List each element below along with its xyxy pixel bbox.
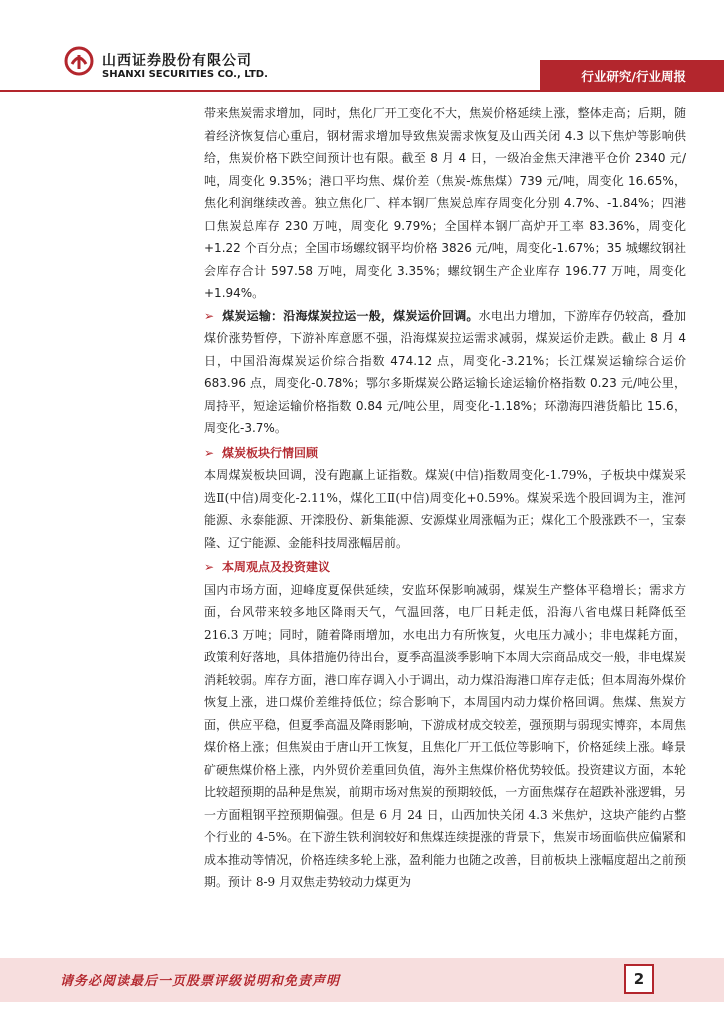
transport-paragraph — [204, 305, 686, 440]
company-name-cn: 山西证券股份有限公司 — [102, 53, 252, 69]
view-paragraph: 国内市场方面，迎峰度夏保供延续，安监环保影响减弱，煤炭生产整体平稳增长；需求方面，台风带来较多地区降雨天气，气温回落，电厂日耗走低，沿海八省电煤日耗降低至 216.3 万吨；同时，随着降雨增加，水电出力有所恢复，火电压力减小；非电煤耗方面，政策利好落地，具体措施仍待出台，夏季高温淡季影响下本周大宗商品成交一般，非电煤炭消耗较弱。库存方面，港口库存调入小于调出，动力煤沿海港口库存走低；但本周海外煤价恢复上涨，进口煤价差维持低位；综合影响下，本周国内动力煤价格回调。焦煤、焦炭方面，供应平稳，但夏季高温及降雨影响，下游成材成交较差，强预期与弱现实博弈，本周焦煤价格上涨；但焦炭由于唐山开工恢复，且焦化厂开工低位等影响下，价格延续上涨。峰景矿硬焦煤价格上涨，内外贸价差重回负值，海外主焦煤价格优势较低。投资建议方面，本轮比较超预期的品种是焦炭，前期市场对焦炭的预期较低，一方面焦煤存在超跌补涨逻辑，另一方面粗钢平控预期偏强。但是 6 月 24 日，山西加快关闭 4.3 米焦炉，这块产能约占整个行业的 4-5%。在下游生铁利润较好和焦煤连续提涨的背景下，焦炭市场面临供应偏紧和成本推动等情况，价格连续多轮上涨，盈利能力也随之改善，目前板块上涨幅度超出之前预期。预计 8-9 月双焦走势较动力煤更为 — [204, 582, 686, 889]
transport-text: 水电出力增加，下游库存仍较高，叠加煤价涨势暂停，下游补库意愿不强，沿海煤炭拉运需求减弱，煤炭运价走跌。截止 8 月 4 日，中国沿海煤炭运价综合指数 474.12 点，周变化-3.21%；长江煤炭运输综合运价 683.96 点，周变化-0.78%；鄂尔多斯煤炭公路运输长途运输价格指数 0.23 元/吨公里，周持平，短途运输价格指数 0.84 元/吨公里，周变化-1.18%；环渤海四港货船比 15.6，周变化-3.7%。 — [204, 308, 686, 435]
company-name-en: SHANXI SECURITIES CO., LTD. — [102, 69, 268, 80]
bullet-icon: ➢ — [204, 308, 215, 323]
view-heading — [204, 556, 686, 579]
footer-bar — [0, 958, 724, 1002]
category-label: 行业研究/行业周报 — [581, 69, 686, 84]
sector-heading-text: 煤炭板块行情回顾 — [222, 445, 319, 460]
category-banner — [540, 60, 724, 90]
sector-heading — [204, 442, 686, 465]
page-number: 2 — [624, 964, 654, 994]
report-body — [204, 102, 686, 894]
transport-heading: 煤炭运输：沿海煤炭拉运一般，煤炭运价回调。 — [222, 308, 479, 323]
view-heading-text: 本周观点及投资建议 — [222, 560, 331, 574]
bullet-icon: ➢ — [204, 445, 215, 460]
coking-paragraph: 带来焦炭需求增加，同时，焦化厂开工变化不大，焦炭价格延续上涨，整体走高；后期，随着经济恢复信心重启，钢材需求增加导致焦炭需求恢复及山西关闭 4.3 以下焦炉等影响供给，焦炭价格下跌空间预计也有限。截至 8 月 4 日，一级冶金焦天津港平仓价 2340 元/吨，周变化 9.35%；港口平均焦、煤价差（焦炭-炼焦煤）739 元/吨，周变化 16.65%，焦化利润继续改善。独立焦化厂、样本钢厂焦炭总库存周变化分别 4.7%、-1.84%；四港口焦炭总库存 230 万吨，周变化 9.79%；全国样本钢厂高炉开工率 83.36%，周变化+1.22 个百分点；全国市场螺纹钢平均价格 3826 元/吨，周变化-1.67%；35 城螺纹钢社会库存合计 597.58 万吨，周变化 3.35%；螺纹钢生产企业库存 196.77 万吨，周变化+1.94%。 — [204, 106, 686, 300]
company-logo-icon — [64, 46, 94, 76]
disclaimer-text: 请务必阅读最后一页股票评级说明和免责声明 — [60, 974, 341, 989]
header-divider — [0, 90, 724, 92]
bullet-icon: ➢ — [204, 560, 215, 574]
sector-paragraph: 本周煤炭板块回调，没有跑赢上证指数。煤炭(中信)指数周变化-1.79%，子板块中煤炭采选Ⅱ(中信)周变化-2.11%，煤化工Ⅱ(中信)周变化+0.59%。煤炭采选个股回调为主，淮河能源、永泰能源、开滦股份、新集能源、安源煤业周涨幅为正；煤化工个股涨跌不一，宝泰隆、辽宁能源、金能科技周涨幅居前。 — [204, 468, 686, 550]
page-header — [0, 0, 724, 92]
